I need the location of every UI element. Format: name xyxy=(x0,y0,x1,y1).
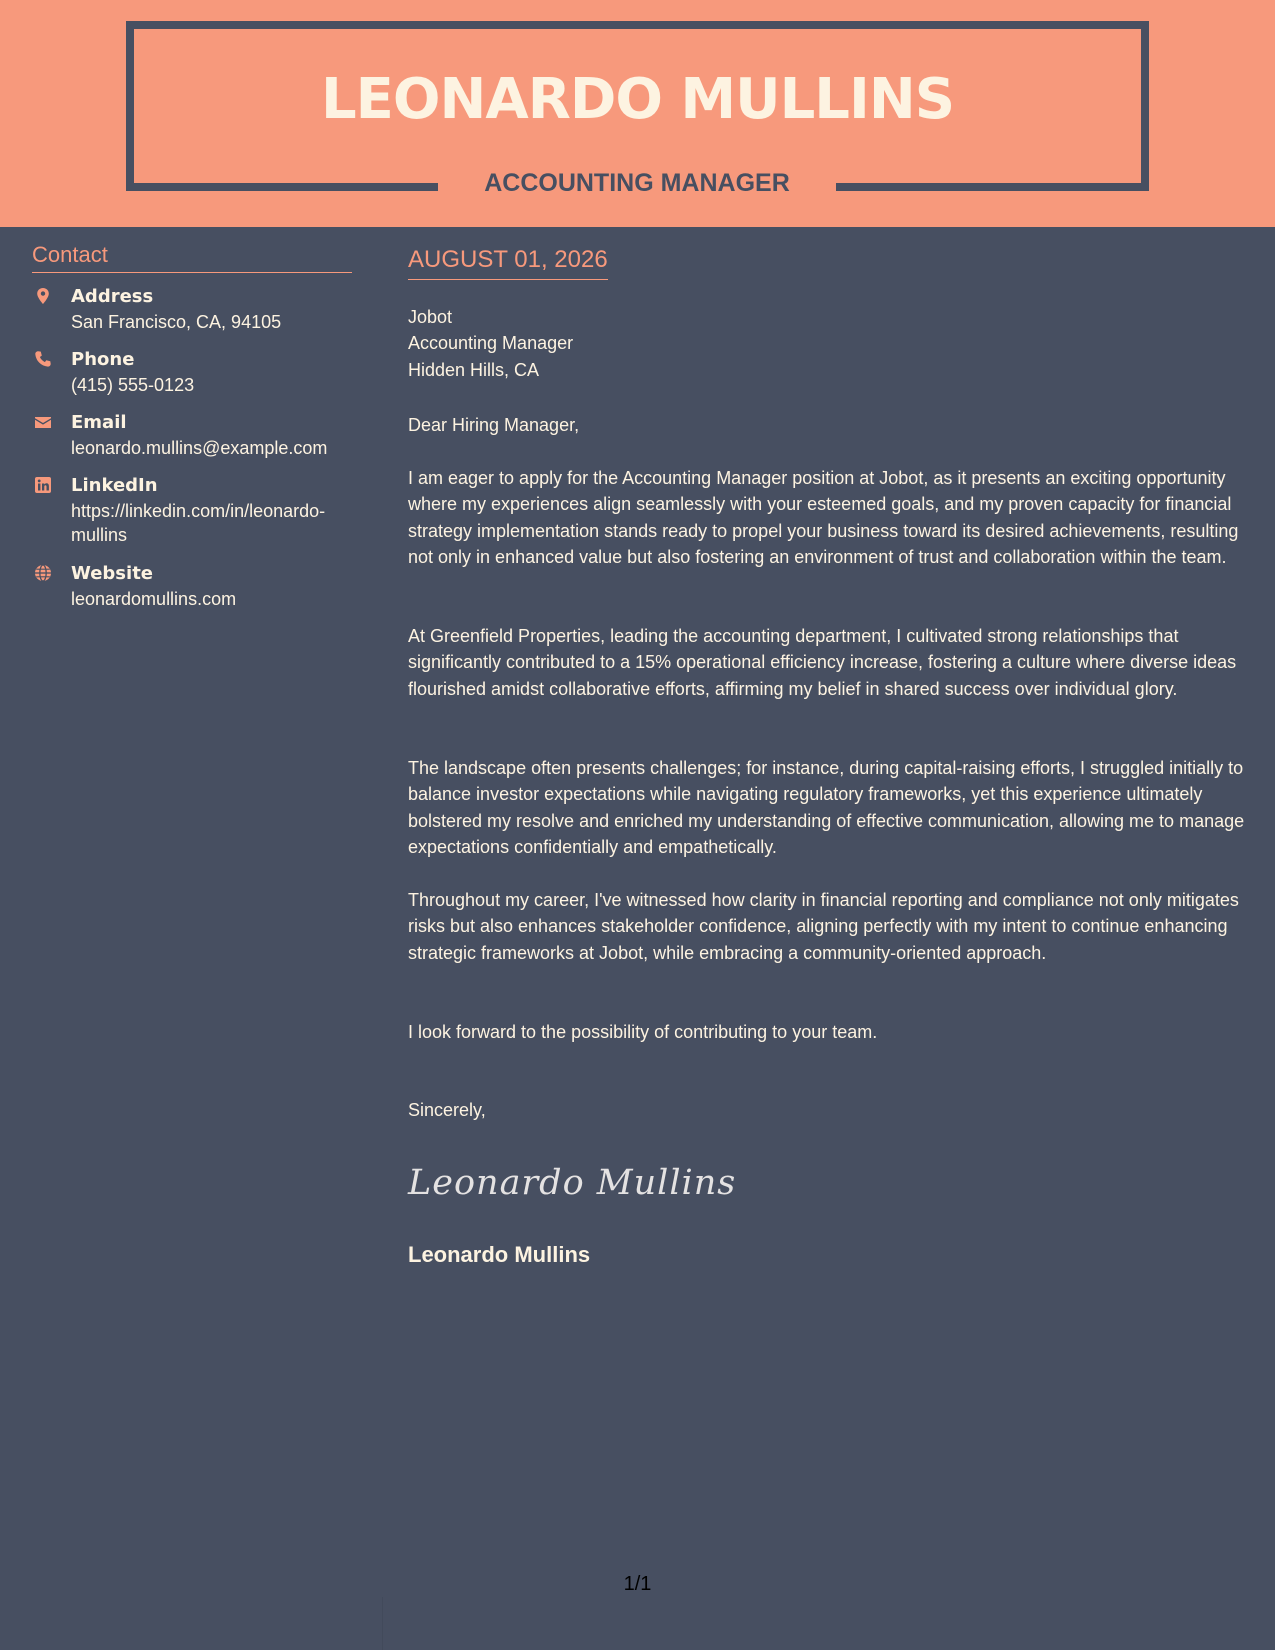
body-paragraph: I am eager to apply for the Accounting Manager position at Jobot, as it presents an exciting opportunity where my experiences align seamlessly with your esteemed goals, and my proven capacity for financial strategy implementation stands ready to propel your business toward its desired achievements, resulting not only in enhanced value but also fostering an environment of trust and collaboration within the team. xyxy=(408,468,1239,567)
contact-label-phone: Phone xyxy=(71,349,135,370)
contact-value-linkedin[interactable]: https://linkedin.com/in/leonardo-mullins xyxy=(71,501,326,545)
body-paragraph: At Greenfield Properties, leading the accounting department, I cultivated strong relationships that significantly contributed to a 15% operational efficiency increase, fostering a culture where diverse ideas flourished amidst collaborative efforts, affirming my belief in shared success over individual glory. xyxy=(408,626,1237,699)
body-paragraph: I look forward to the possibility of contributing to your team. xyxy=(408,1022,878,1042)
contact-heading: Contact xyxy=(32,240,352,273)
body-paragraph: The landscape often presents challenges; for instance, during capital-raising efforts, I struggled initially to balance investor expectations while navigating regulatory frameworks, yet this experience ultimately bolstered my resolve and enriched my understanding of effective communication, allowing me to manage expectations confidentially and empathetically. xyxy=(408,758,1245,857)
contact-value-address: San Francisco, CA, 94105 xyxy=(71,312,282,332)
recipient-block xyxy=(408,304,573,383)
recipient-position: Accounting Manager xyxy=(408,333,574,354)
contact-label-address: Address xyxy=(71,286,154,307)
page-number: 1/1 xyxy=(623,1573,652,1595)
contact-value-email[interactable]: leonardo.mullins@example.com xyxy=(71,438,328,458)
recipient-company: Jobot xyxy=(408,307,453,327)
contact-label-website: Website xyxy=(71,563,154,584)
closing: Sincerely, xyxy=(408,1100,486,1120)
recipient-location: Hidden Hills, CA xyxy=(408,359,540,380)
letter-date: AUGUST 01, 2026 xyxy=(408,244,608,280)
contact-label-linkedin: LinkedIn xyxy=(71,475,158,496)
applicant-job-title: ACCOUNTING MANAGER xyxy=(484,169,790,197)
contact-value-phone: (415) 555-0123 xyxy=(71,375,195,395)
globe-icon xyxy=(34,564,52,582)
contact-sidebar xyxy=(32,240,352,609)
handwritten-signature: Leonardo Mullins xyxy=(408,1163,737,1203)
column-divider xyxy=(382,1597,383,1650)
linkedin-icon xyxy=(34,476,52,494)
contact-value-website[interactable]: leonardomullins.com xyxy=(71,589,237,609)
envelope-icon xyxy=(34,413,52,431)
salutation: Dear Hiring Manager, xyxy=(408,415,580,435)
applicant-name: LEONARDO MULLINS xyxy=(320,67,955,132)
body-paragraph: Throughout my career, I've witnessed how clarity in financial reporting and compliance not only mitigates risks but also enhances stakeholder confidence, aligning perfectly with my intent to continue enhancing strategic frameworks at Jobot, while embracing a community-oriented approach. xyxy=(408,890,1239,963)
header-banner xyxy=(0,0,1275,227)
phone-icon xyxy=(34,350,52,368)
contact-label-email: Email xyxy=(71,412,127,433)
map-pin-icon xyxy=(34,287,52,305)
signer-name: Leonardo Mullins xyxy=(408,1242,591,1267)
